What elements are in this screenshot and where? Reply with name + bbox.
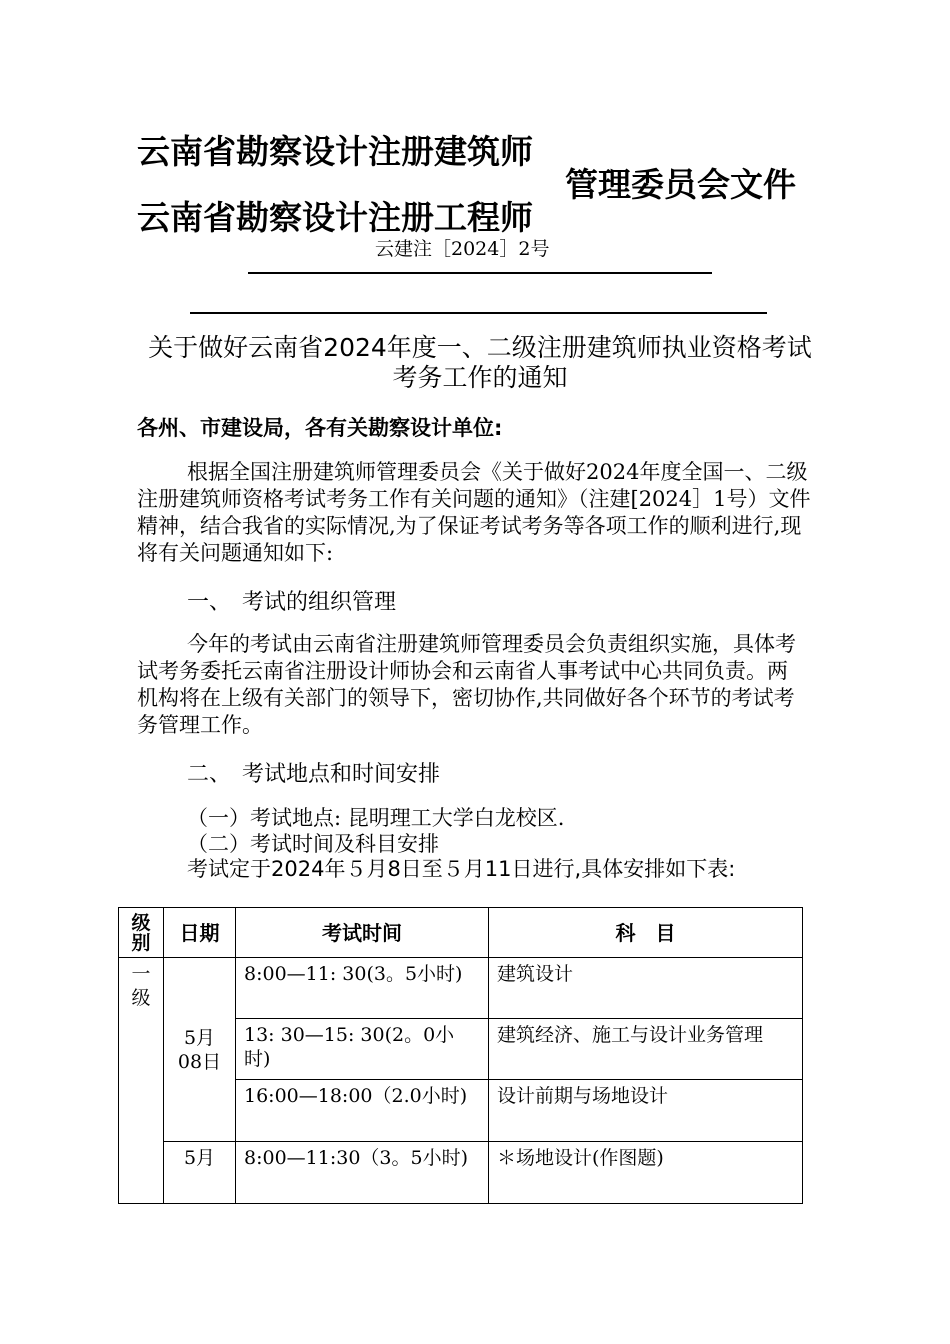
section-1-text: 今年的考试由云南省注册建筑师管理委员会负责组织实施，具体考试考务委托云南省注册设计师协会和云南省人事考试中心共同负责。两机构将在上级有关部门的领导下，密切协作,共同做好各个环节的考试考务管理工作。 <box>137 632 796 737</box>
subject-cell: 建筑设计 <box>489 958 803 1019</box>
intro-paragraph: 根据全国注册建筑师管理委员会《关于做好2024年度全国一、二级注册建筑师资格考试考务工作有关问题的通知》（注建[2024］1号）文件精神，结合我省的实际情况,为了保证考试考务等各项工作的顺利进行,现将有关问题通知如下: <box>137 460 811 565</box>
header-date: 日期 <box>164 908 236 958</box>
exam-schedule-table <box>118 907 803 1204</box>
header-rule-top <box>248 272 712 274</box>
table-header-row <box>119 908 803 958</box>
table-row <box>119 958 803 1019</box>
header-time: 考试时间 <box>236 908 489 958</box>
subject-cell: 建筑经济、施工与设计业务管理 <box>489 1019 803 1080</box>
time-cell: 8:00—11: 30(3。5小时) <box>236 958 489 1019</box>
header-rule-bottom <box>190 312 767 314</box>
section-2-heading: 二、 考试地点和时间安排 <box>187 762 441 787</box>
subject-cell: 设计前期与场地设计 <box>489 1080 803 1142</box>
notice-title: 关于做好云南省2024年度一、二级注册建筑师执业资格考试考务工作的通知 <box>148 333 812 392</box>
document-number: 云建注［2024］2号 <box>375 238 550 260</box>
header-subject: 科 目 <box>489 908 803 958</box>
date-cell: 5月08日 <box>164 958 236 1142</box>
level-cell: 一级 <box>119 958 164 1204</box>
date-cell: 5月 <box>164 1142 236 1204</box>
section-1-heading: 一、 考试的组织管理 <box>187 590 397 615</box>
header-level: 级别 <box>119 908 164 958</box>
addressee: 各州、市建设局，各有关勘察设计单位: <box>137 416 503 440</box>
subject-cell: ＊场地设计(作图题) <box>489 1142 803 1204</box>
time-cell: 16:00—18:00（2.0小时) <box>236 1080 489 1142</box>
time-cell: 13: 30—15: 30(2。0小时) <box>236 1019 489 1080</box>
header-committee-file: 管理委员会文件 <box>565 165 796 204</box>
schedule-intro: 考试定于2024年５月8日至５月11日进行,具体安排如下表: <box>187 857 736 881</box>
header-line-architect: 云南省勘察设计注册建筑师 <box>137 132 533 171</box>
table-row <box>119 1142 803 1204</box>
schedule-heading: （二）考试时间及科目安排 <box>187 832 439 856</box>
exam-location: （一）考试地点: 昆明理工大学白龙校区. <box>187 806 565 830</box>
header-line-engineer: 云南省勘察设计注册工程师 <box>137 198 533 237</box>
time-cell: 8:00—11:30（3。5小时) <box>236 1142 489 1204</box>
